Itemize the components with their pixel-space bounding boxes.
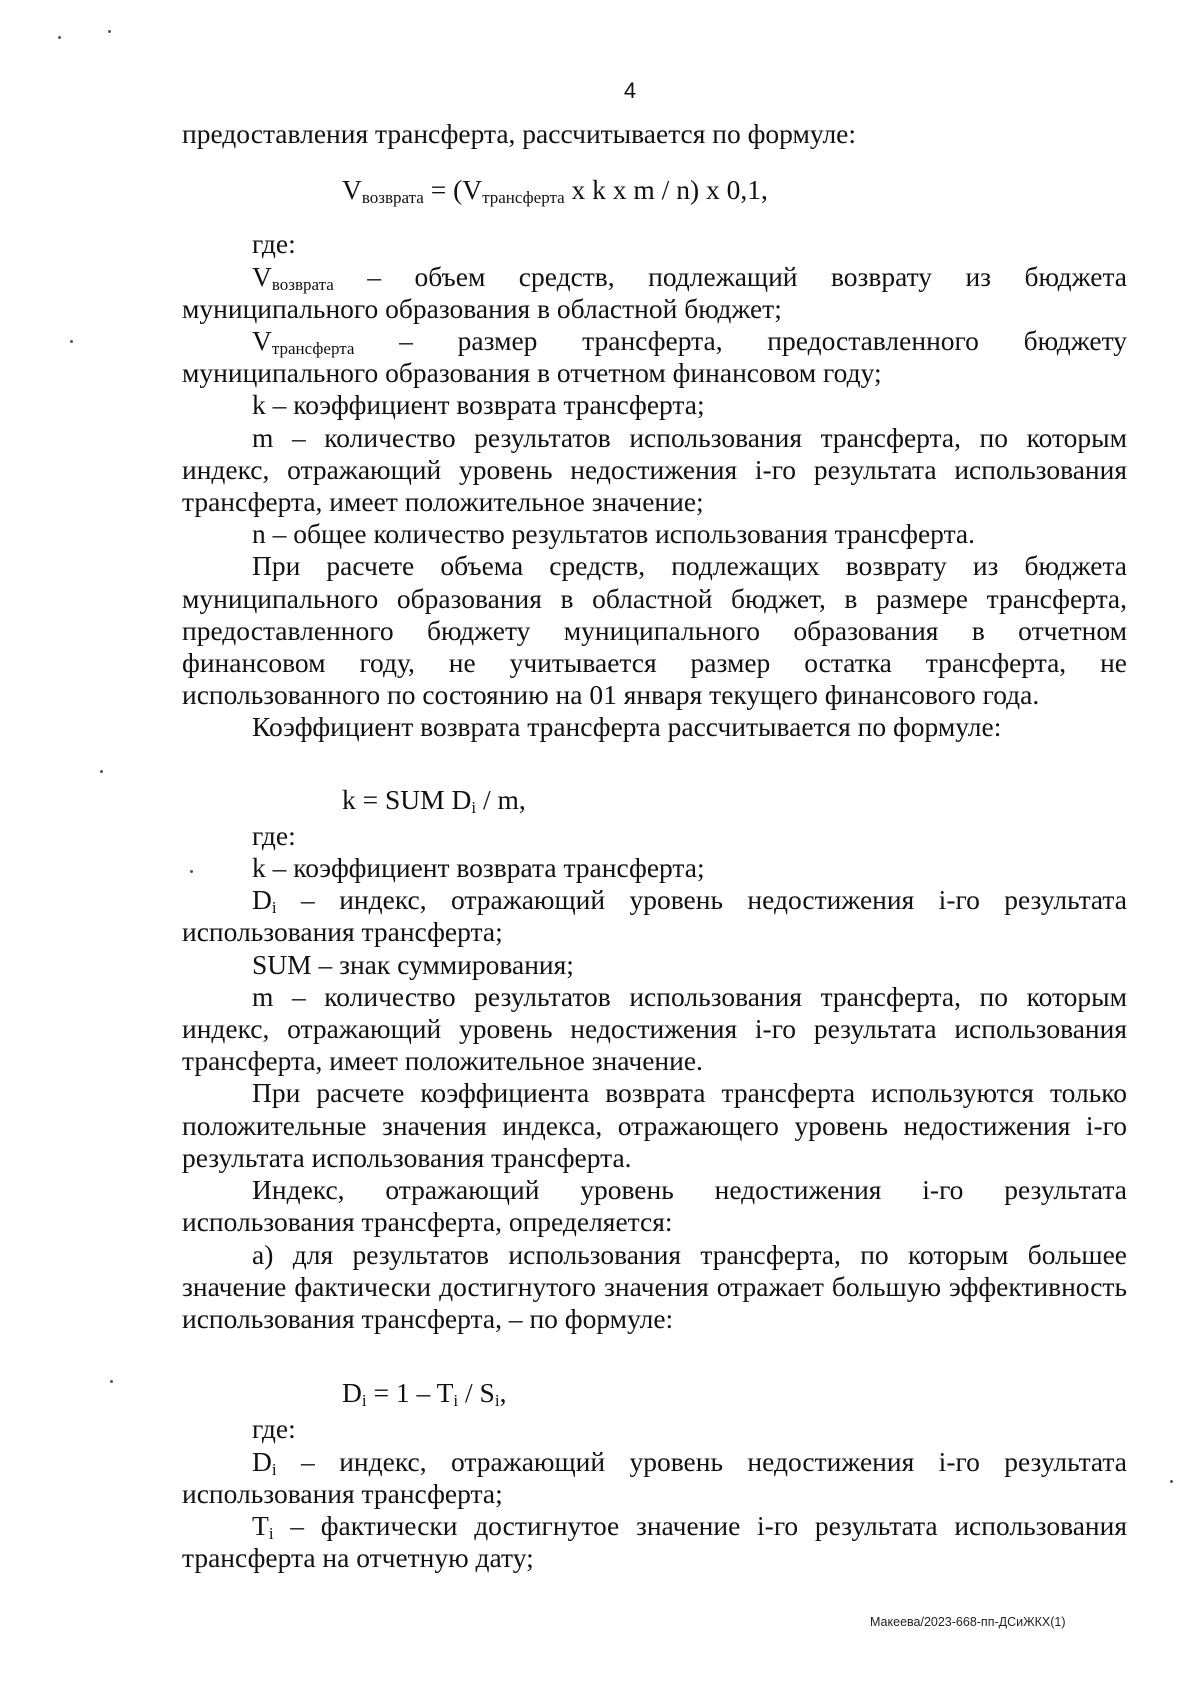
formula-coefficient: k = SUM $D_i$ / m, [342,783,526,817]
definition-v-return: $V_{возврата}$ – объем средств, подлежащий возврату из бюджета муниципального образования в областной бюджет; [182,260,1127,324]
definition-k: k – коэффициент возврата трансферта; [252,389,705,421]
document-body [182,118,1127,1574]
formula-index: $D_i = 1 - T_i / S_i$, [342,1377,507,1411]
scan-speck [58,36,61,39]
document-footer-code: Макеева/2023-668-пп-ДСиЖКХ(1) [870,1615,1066,1629]
where-label: где: [252,1413,296,1445]
scan-speck [190,870,193,873]
definition-k: k – коэффициент возврата трансферта; [252,852,705,884]
page-number: 4 [623,78,637,103]
definition-m: m – количество результатов использования трансферта, по которым индекс, отражающий уровень недостижения i-го результата использования трансферта, имеет положительное значение; [182,421,1127,518]
definition-di: $D_i$ – индекс, отражающий уровень недостижения i-го результата использования трансферта; [182,884,1127,948]
scan-speck [110,1380,113,1383]
scan-speck [1170,1480,1173,1483]
definition-v-transfer: $V_{трансферта}$ – размер трансферта, предоставленного бюджету муниципального образования в отчетном финансовом году; [182,325,1127,389]
formula-return-volume: $V_{возврата} = (V_{трансферта}$ х k х m / n) х 0,1, [342,174,768,208]
paragraph-index: Индекс, отражающий уровень недостижения i-го результата использования трансферта, определяется: [182,1174,1127,1238]
paragraph-calculation: При расчете объема средств, подлежащих возврату из бюджета муниципального образования в областной бюджет, в размере трансферта, предоставленного бюджету муниципального образования в отчетном финансовом году, не учитывается размер остатка трансферта, не использованного по состоянию на 01 января текущего финансового года. [182,550,1127,711]
paragraph-case-a: а) для результатов использования трансферта, по которым большее значение фактически достигнутого значения отражает большую эффективность использования трансферта, – по формуле: [182,1238,1127,1334]
paragraph-positive-values: При расчете коэффициента возврата трансферта используются только положительные значения индекса, отражающего уровень недостижения i-го результата использования трансферта. [182,1077,1127,1173]
where-label: где: [252,819,296,851]
intro-line: предоставления трансферта, рассчитывается по формуле: [182,118,857,149]
definition-ti: $T_i$ – фактически достигнутое значение i-го результата использования трансферта на отчетную дату; [182,1509,1127,1574]
scan-speck [70,340,73,343]
definition-m: m – количество результатов использования трансферта, по которым индекс, отражающий уровень недостижения i-го результата использования трансферта, имеет положительное значение. [182,980,1127,1077]
definition-n: n – общее количество результатов использования трансферта. [252,518,976,550]
scan-speck [100,770,103,773]
definition-sum: SUM – знак суммирования; [252,948,574,980]
where-label: где: [252,228,296,260]
scan-speck [108,30,111,33]
paragraph-coefficient: Коэффициент возврата трансферта рассчитывается по формуле: [252,711,1002,743]
definition-di: $D_i$ – индекс, отражающий уровень недостижения i-го результата использования трансферта; [182,1445,1127,1509]
